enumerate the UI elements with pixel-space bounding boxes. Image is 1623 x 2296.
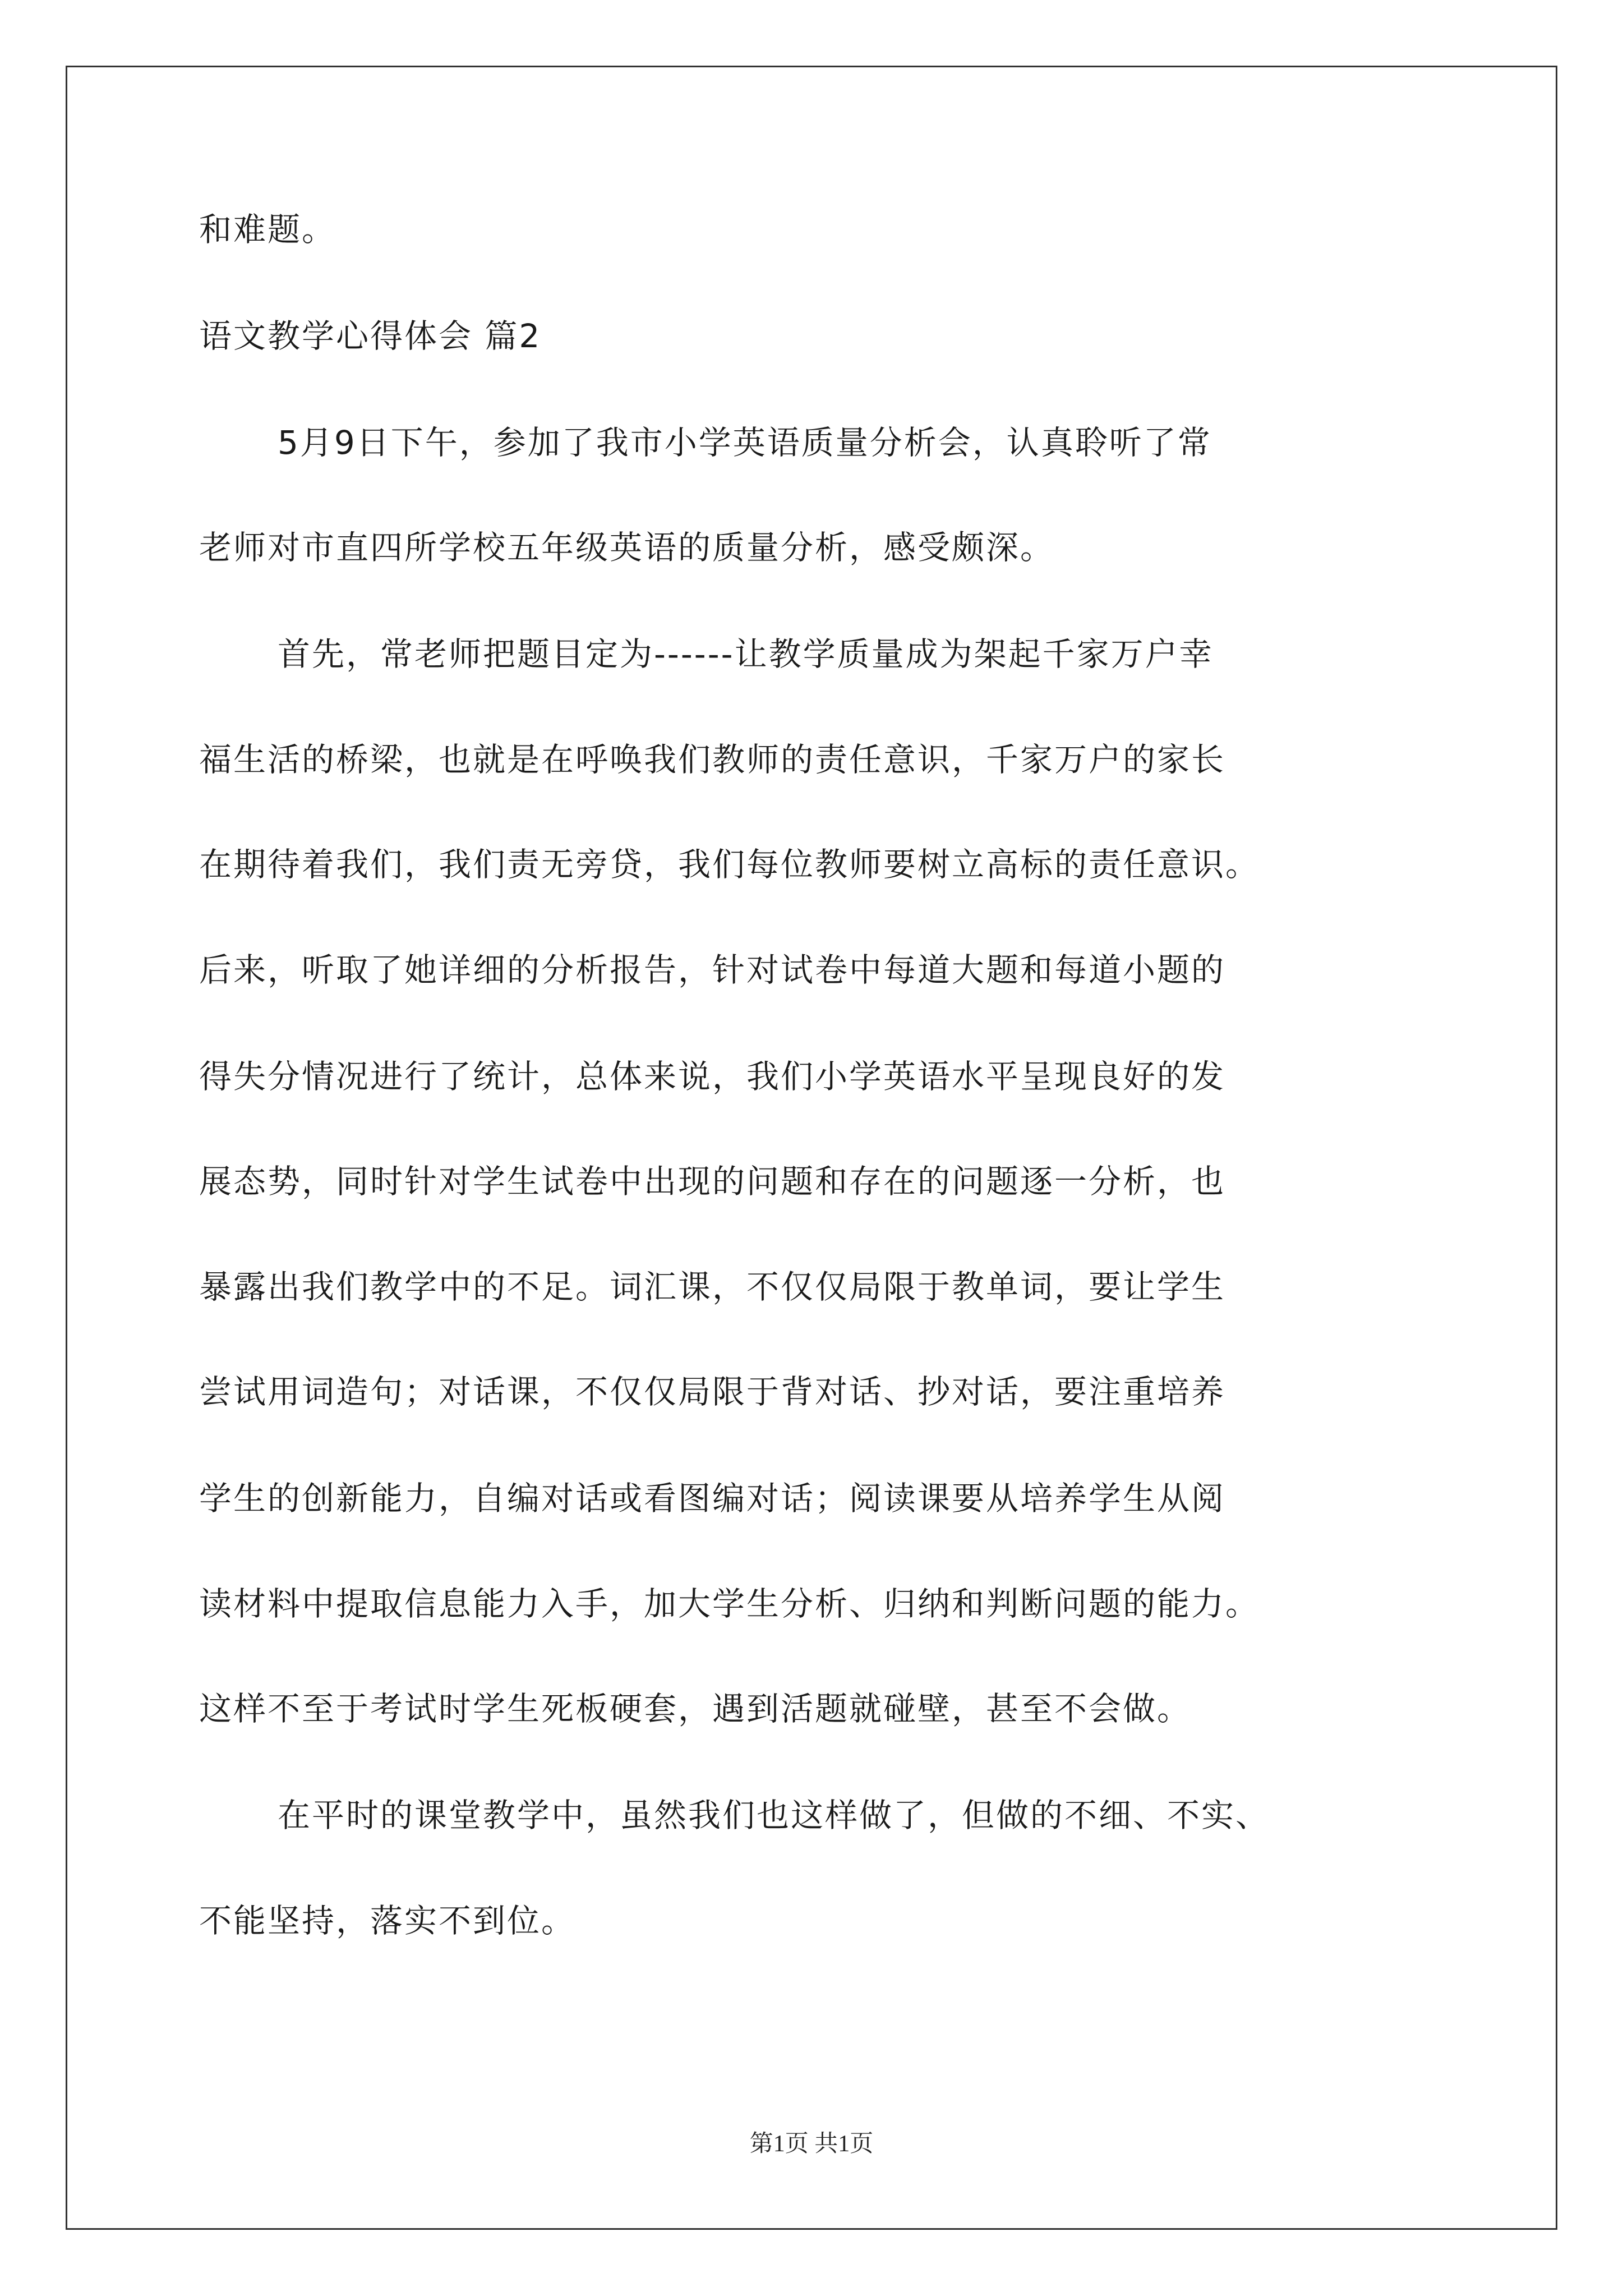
paragraph-line: 暴露出我们教学中的不足。词汇课，不仅仅局限于教单词，要让学生: [199, 1268, 1226, 1306]
paragraph-line: 后来，听取了她详细的分析报告，针对试卷中每道大题和每道小题的: [199, 951, 1226, 989]
paragraph-line: 老师对市直四所学校五年级英语的质量分析，感受颇深。: [199, 528, 1055, 567]
paragraph-line: 得失分情况进行了统计，总体来说，我们小学英语水平呈现良好的发: [199, 1057, 1226, 1096]
paragraph-line: 首先，常老师把题目定为------让教学质量成为架起千家万户幸: [278, 635, 1214, 673]
paragraph-line: 5月9日下午，参加了我市小学英语质量分析会，认真聆听了常: [278, 424, 1212, 462]
paragraph-line: 展态势，同时针对学生试卷中出现的问题和存在的问题逐一分析，也: [199, 1162, 1226, 1200]
section-heading: 语文教学心得体会 篇2: [199, 317, 542, 355]
paragraph-line: 这样不至于考试时学生死板硬套，遇到活题就碰壁，甚至不会做。: [199, 1690, 1192, 1728]
page-footer: 第1页 共1页: [749, 2131, 874, 2157]
paragraph-line: 读材料中提取信息能力入手，加大学生分析、归纳和判断问题的能力。: [199, 1585, 1260, 1623]
paragraph-line: 学生的创新能力，自编对话或看图编对话；阅读课要从培养学生从阅: [199, 1479, 1226, 1517]
paragraph-line: 福生活的桥梁，也就是在呼唤我们教师的责任意识，千家万户的家长: [199, 740, 1226, 779]
paragraph-line: 尝试用词造句；对话课，不仅仅局限于背对话、抄对话，要注重培养: [199, 1373, 1226, 1411]
paragraph-line: 不能坚持，落实不到位。: [199, 1902, 576, 1940]
paragraph-line: 在期待着我们，我们责无旁贷，我们每位教师要树立高标的责任意识。: [199, 845, 1260, 884]
paragraph-line: 在平时的课堂教学中，虽然我们也这样做了，但做的不细、不实、: [278, 1796, 1270, 1834]
text-line: 和难题。: [199, 210, 336, 249]
